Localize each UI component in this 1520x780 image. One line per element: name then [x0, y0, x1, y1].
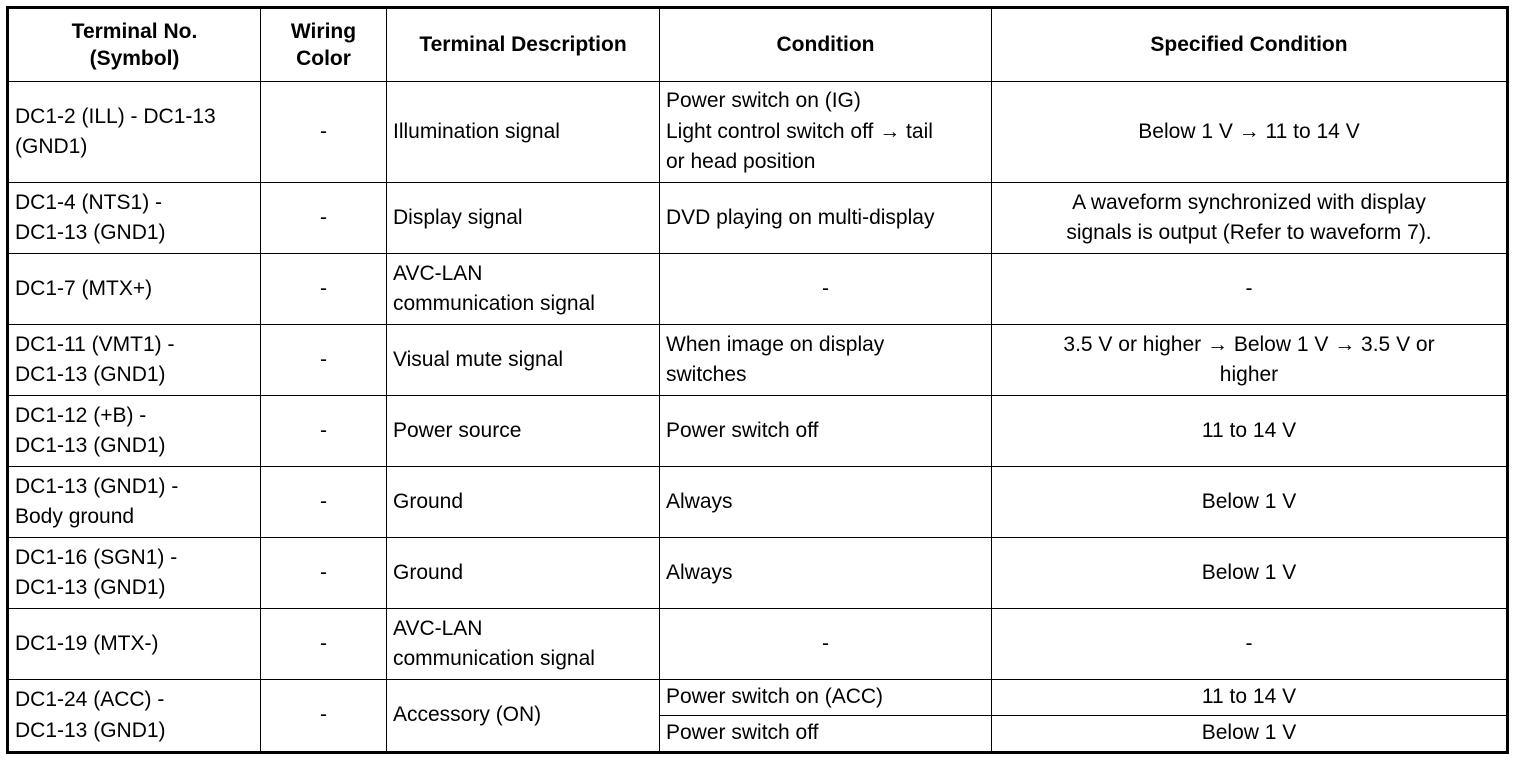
terminal-cell: DC1-24 (ACC) - DC1-13 (GND1) [8, 680, 261, 753]
terminal-cell: DC1-12 (+B) - DC1-13 (GND1) [8, 396, 261, 467]
specified-cell: 11 to 14 V [992, 680, 1508, 716]
terminal-cell: DC1-4 (NTS1) - DC1-13 (GND1) [8, 183, 261, 254]
condition-cell: - [660, 254, 992, 325]
description-cell: AVC-LAN communication signal [387, 609, 660, 680]
description-cell: AVC-LAN communication signal [387, 254, 660, 325]
specified-cell: Below 1 V [992, 716, 1508, 753]
condition-cell: Power switch on (IG) Light control switch off → tail or head position [660, 82, 992, 183]
condition-cell: Always [660, 467, 992, 538]
wiring-cell: - [261, 538, 387, 609]
table-row [8, 680, 1508, 716]
wiring-cell: - [261, 467, 387, 538]
header-wiring-color: Wiring Color [261, 8, 387, 82]
condition-cell: Power switch off [660, 716, 992, 753]
table-row [8, 254, 1508, 325]
specified-cell: 3.5 V or higher → Below 1 V → 3.5 V or higher [992, 325, 1508, 396]
description-cell: Illumination signal [387, 82, 660, 183]
condition-cell: - [660, 609, 992, 680]
description-cell: Ground [387, 538, 660, 609]
wiring-cell: - [261, 254, 387, 325]
condition-cell: When image on display switches [660, 325, 992, 396]
specified-cell: Below 1 V [992, 467, 1508, 538]
condition-cell: DVD playing on multi-display [660, 183, 992, 254]
description-cell: Power source [387, 396, 660, 467]
table-header-row [8, 8, 1508, 82]
terminal-spec-table [6, 6, 1509, 754]
terminal-cell: DC1-13 (GND1) - Body ground [8, 467, 261, 538]
specified-cell: Below 1 V → 11 to 14 V [992, 82, 1508, 183]
description-cell: Accessory (ON) [387, 680, 660, 753]
description-cell: Display signal [387, 183, 660, 254]
header-terminal-description: Terminal Description [387, 8, 660, 82]
condition-cell: Always [660, 538, 992, 609]
table-row [8, 538, 1508, 609]
table-row [8, 82, 1508, 183]
wiring-cell: - [261, 82, 387, 183]
specified-cell: A waveform synchronized with display signals is output (Refer to waveform 7). [992, 183, 1508, 254]
condition-cell: Power switch on (ACC) [660, 680, 992, 716]
wiring-cell: - [261, 396, 387, 467]
table-row [8, 183, 1508, 254]
table-row [8, 396, 1508, 467]
description-cell: Visual mute signal [387, 325, 660, 396]
header-specified-condition: Specified Condition [992, 8, 1508, 82]
wiring-cell: - [261, 609, 387, 680]
terminal-cell: DC1-19 (MTX-) [8, 609, 261, 680]
header-condition: Condition [660, 8, 992, 82]
terminal-cell: DC1-2 (ILL) - DC1-13 (GND1) [8, 82, 261, 183]
terminal-cell: DC1-16 (SGN1) - DC1-13 (GND1) [8, 538, 261, 609]
table-row [8, 325, 1508, 396]
table-row [8, 467, 1508, 538]
specified-cell: 11 to 14 V [992, 396, 1508, 467]
header-terminal-no: Terminal No. (Symbol) [8, 8, 261, 82]
wiring-cell: - [261, 680, 387, 753]
description-cell: Ground [387, 467, 660, 538]
wiring-cell: - [261, 183, 387, 254]
terminal-cell: DC1-11 (VMT1) - DC1-13 (GND1) [8, 325, 261, 396]
terminal-cell: DC1-7 (MTX+) [8, 254, 261, 325]
condition-cell: Power switch off [660, 396, 992, 467]
specified-cell: Below 1 V [992, 538, 1508, 609]
specified-cell: - [992, 609, 1508, 680]
table-row [8, 609, 1508, 680]
wiring-cell: - [261, 325, 387, 396]
specified-cell: - [992, 254, 1508, 325]
